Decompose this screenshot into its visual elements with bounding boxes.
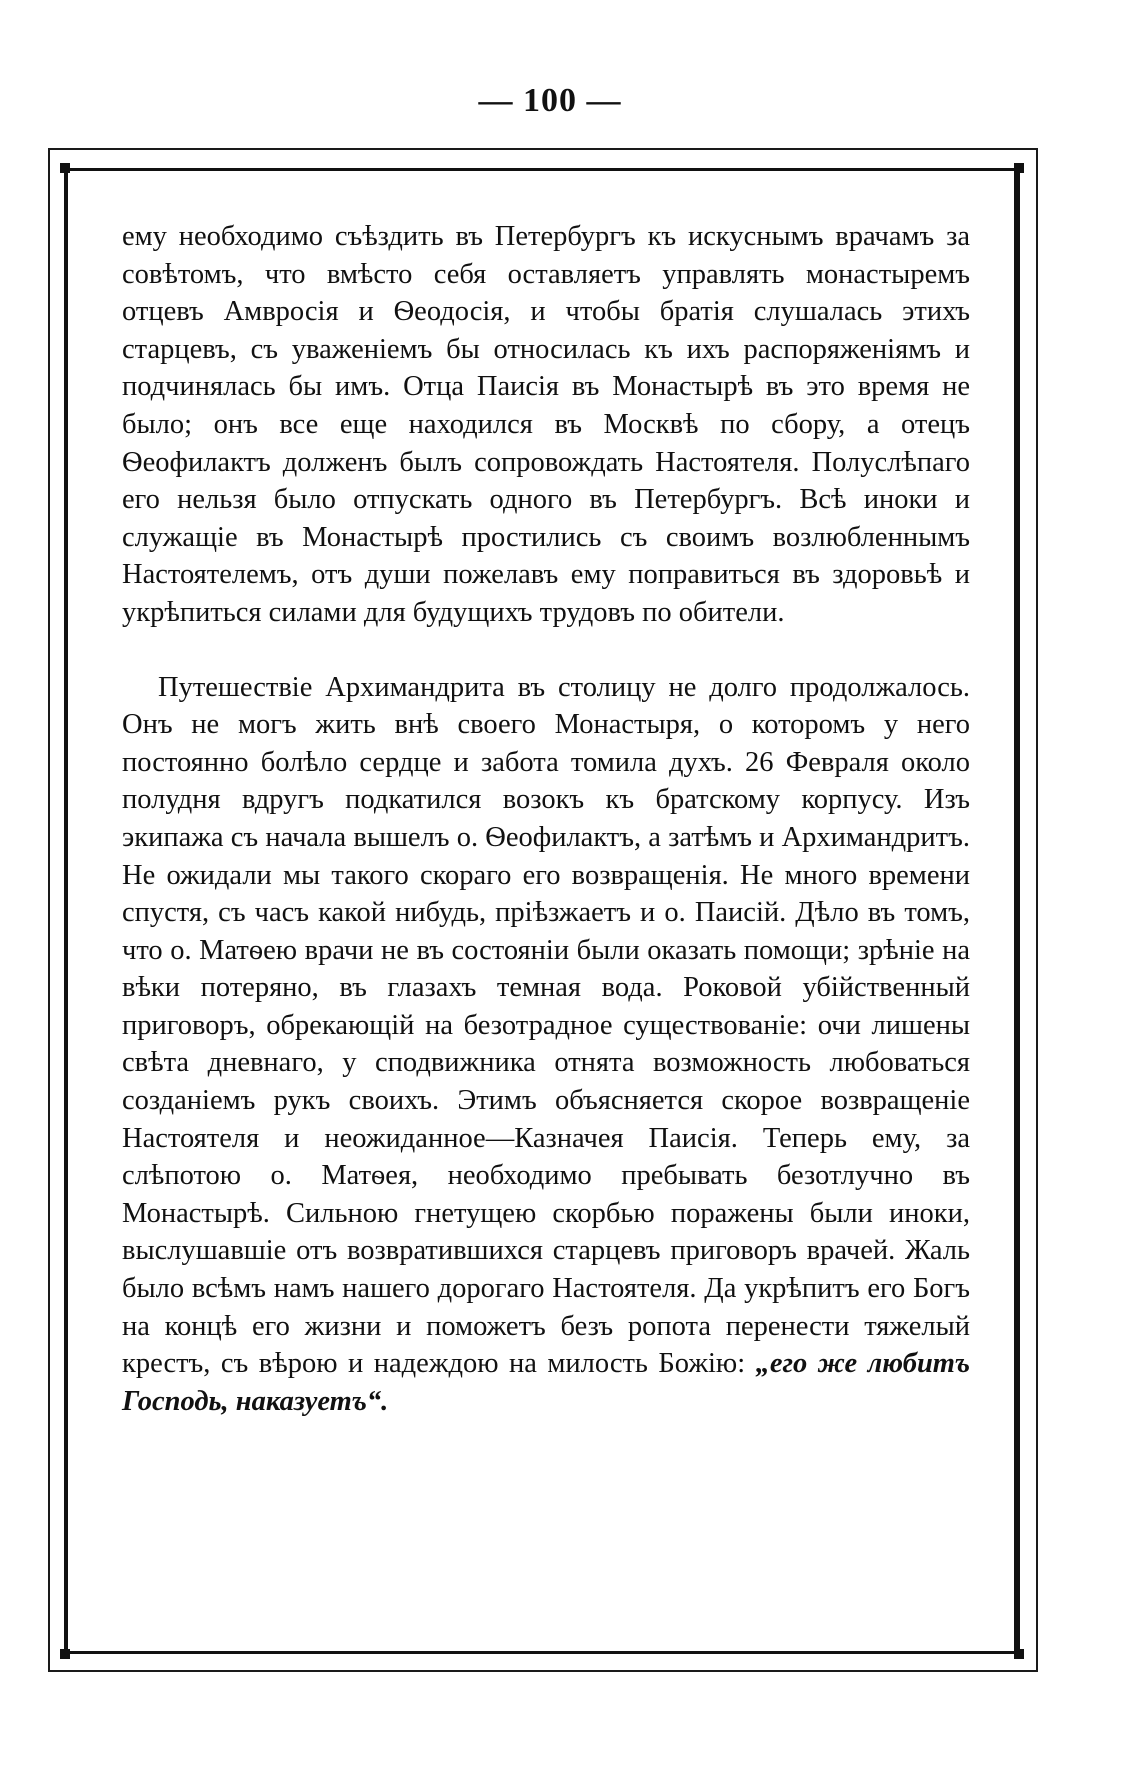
scripture-quote: „его же любитъ Господь, наказуетъ“. (122, 1348, 970, 1417)
page-number: — 100 — (478, 82, 622, 119)
paragraph (122, 669, 970, 1421)
paragraph-text: Путешествіе Архимандрита въ столицу не долго продолжалось. Онъ не могъ жить внѣ своего Монастыря, о которомъ у него постоянно болѣло сердце и забота томила духъ. 26 Февраля около полудня вдругъ подкатился возокъ къ братскому корпусу. Изъ экипажа съ начала вышелъ о. Ѳеофилактъ, а затѣмъ и Архимандритъ. Не ожидали мы такого скораго его возвращенія. Не много времени спустя, съ часъ какой нибудь, пріѣзжаетъ и о. Паисій. Дѣло въ томъ, что о. Матѳею врачи не въ состояніи были оказать помощи; зрѣніе на вѣки потеряно, въ глазахъ темная вода. Роковой убійственный приговоръ, обрекающій на безотрадное существованіе: очи лишены свѣта дневнаго, у сподвижника отнята возможность любоваться созданіемъ рукъ своихъ. Этимъ объясняется скорое возвращеніе Настоятеля и неожиданное—Казначея Паисія. Теперь ему, за слѣпотою о. Матѳея, необходимо пребывать безотлучно въ Монастырѣ. Сильною гнетущею скорбью поражены были иноки, выслушавшіе отъ возвратившихся старцевъ приговоръ врачей. Жаль было всѣмъ намъ нашего дорогаго Настоятеля. Да укрѣпитъ его Богъ на концѣ его жизни и поможетъ безъ ропота перенести тяжелый крестъ, съ вѣрою и надеждою на милость Божію: (122, 671, 970, 1380)
corner-ornament (60, 163, 70, 173)
corner-ornament (1014, 163, 1024, 173)
page-text (122, 218, 970, 1420)
corner-ornament (60, 1649, 70, 1659)
corner-ornament (1014, 1649, 1024, 1659)
paragraph: ему необходимо съѣздить въ Петербургъ къ искуснымъ врачамъ за совѣтомъ, что вмѣсто себя оставляетъ управлять монастыремъ отцевъ Амвросія и Ѳеодосія, и чтобы братія слушалась этихъ старцевъ, съ уваженіемъ бы относилась къ ихъ распоряженіямъ и подчинялась бы имъ. Отца Паисія въ Монастырѣ въ это время не было; онъ все еще находился въ Москвѣ по сбору, а отецъ Ѳеофилактъ долженъ былъ сопровождать Настоятеля. Полуслѣпаго его нельзя было отпускать одного въ Петербургъ. Всѣ иноки и служащіе въ Монастырѣ простились съ своимъ возлюбленнымъ Настоятелемъ, отъ души пожелавъ ему поправиться въ здоровьѣ и укрѣпиться силами для будущихъ трудовъ по обители. (122, 221, 970, 628)
